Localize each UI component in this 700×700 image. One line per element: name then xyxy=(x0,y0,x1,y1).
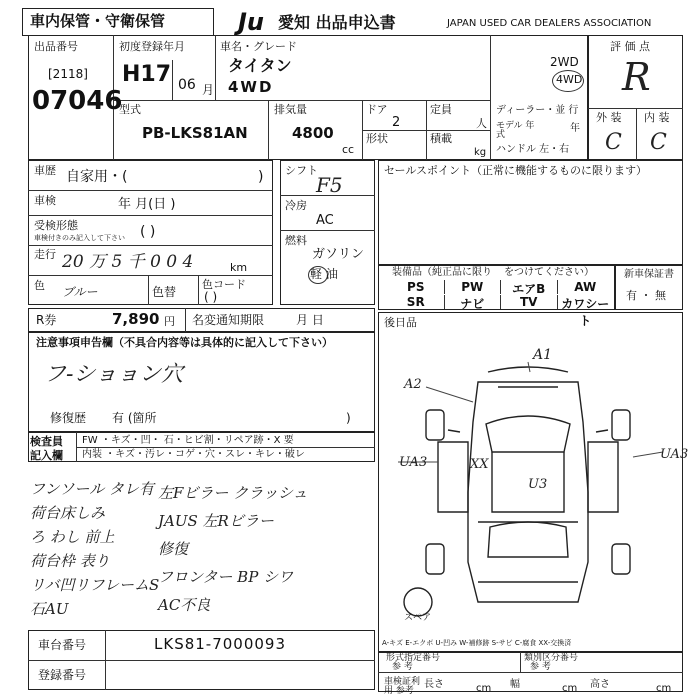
inspector-note-right-2: 修復 xyxy=(158,540,189,558)
notes-label: 注意事項申告欄（不具合内容等は具体的に記入して下さい） xyxy=(36,336,333,349)
registration-month-unit: 月 xyxy=(202,83,215,97)
acceptance-label: 受検形態 xyxy=(34,219,78,232)
fuel-value: ガソリン xyxy=(312,247,365,262)
mark-ua3-left: UA3 xyxy=(399,455,428,470)
shift-value: F5 xyxy=(316,173,343,197)
repair-label: 修復歴 xyxy=(50,411,87,425)
mark-u3: U3 xyxy=(528,477,548,492)
equipment-item-row2-3: カワシート xyxy=(561,297,610,328)
length-label: 長さ xyxy=(424,679,444,690)
color-value: ブルー xyxy=(62,285,98,299)
inspector-label-2: 記入欄 xyxy=(30,449,63,462)
auction-sheet: 車内保管・守衛保管 Ju 愛知 出品申込書 JAPAN USED CAR DEALERS ASSOCIATION 出品番号 [2118] 07046 初度登録年月 H17 06 月 車名・グレード タイタン 4WD 2WD 4WD 評 価 点 R 外 装 内 装 C C 型式 PB-LKS81AN 排気量 4800 cc ドア 2 定員 人 形状 積載 kg ディーラー・並 行 モデル 年式 年 ハンドル 左・右 車歴 自家用・( ) 車検 年 月(日 ) 受検形態 車検付きのみ記入して下さい ( ) 走行 20 万 5 千 0 0 4 km 色 ブルー 色替 色コード ( ) シフト F5 冷房 AC 燃料 ガソリン 軽 油 セールスポイント（正常に機能するものに限ります） 装備品（純正品に限り をつけてください） PS PW エアB AW SR ナビ TV カワシート 新車保証書 有 ・ 無 R券 7,890 円 名変通知期限 月 日 注意事項申告欄（不具合内容等は具体的に記入して下さい） フ-ショョン穴 修復歴 有 (箇所 ) 検査員 記入欄 FW ・キズ・凹・ 石・ヒビ割・リペア跡・X 要 内装 ・キズ・汚レ・コゲ・穴・スレ・キレ・破レ フンソール タレ有 荷台床しみ ろ わし 前上 荷台枠 表り リバ凹リフレームS 石AU 左Fビラー クラッシュ JAUS 左Rビラー 修復 フロンター BP シワ AC不良 車台番号 LKS81-7000093 登録番号 後日品 A1 A2 UA3 XX U3 UA3 スペア A-キズ E-エクボ U-凹み W-補修跡 S-サビ C-腐食 XX-交換済 形式指定番号 参 考 類別区分番号 参 考 車検証利用 参考 長さ cm 幅 cm 高さ cm xyxy=(0,0,700,700)
storage-label: 車内保管・守衛保管 xyxy=(30,12,166,30)
mileage-label: 走行 xyxy=(34,248,56,261)
mileage-value: 20 万 5 千 0 0 4 xyxy=(62,252,194,272)
mileage-unit: km xyxy=(230,261,248,274)
acceptance-sub: 車検付きのみ記入して下さい xyxy=(34,234,125,242)
color-code-label: 色コード xyxy=(202,278,246,291)
notes-handwritten: フ-ショョン穴 xyxy=(44,362,183,387)
inspector-note-left-1: 荷台床しみ xyxy=(30,504,106,522)
inspector-row-2: 内装 ・キズ・汚レ・コゲ・穴・スレ・キレ・破レ xyxy=(82,449,305,460)
sales-point-label: セールスポイント（正常に機能するものに限ります） xyxy=(384,164,648,177)
door-label: ドア xyxy=(366,103,388,116)
class-sub: 参 考 xyxy=(530,662,551,672)
damage-legend: A-キズ E-エクボ U-凹み W-補修跡 S-サビ C-腐食 XX-交換済 xyxy=(382,639,572,647)
door-value: 2 xyxy=(392,115,401,130)
interior-grade: C xyxy=(650,130,667,155)
color-label: 色 xyxy=(34,279,45,292)
new-warranty-value: 有 ・ 無 xyxy=(626,289,666,302)
drive-2wd: 2WD xyxy=(550,55,579,69)
recycle-unit: 円 xyxy=(164,315,175,328)
inspector-row-1: FW ・キズ・凹・ 石・ヒビ割・リペア跡・X 要 xyxy=(82,435,294,446)
inspection-label: 車検 xyxy=(34,194,56,207)
equipment-item-row1-2: エアB xyxy=(501,280,558,294)
repair-value: 有 (箇所 xyxy=(112,411,157,425)
class-label: 類別区分番号 xyxy=(524,653,579,663)
fuel-label: 燃料 xyxy=(285,234,307,247)
capacity-unit: 人 xyxy=(476,117,487,130)
inspector-note-left-3: 荷台枠 表り xyxy=(30,552,110,570)
history-value: 自家用・( xyxy=(66,169,128,185)
interior-label: 内 装 xyxy=(644,111,670,124)
color-code-paren: ( ) xyxy=(204,290,218,304)
capacity-label: 定員 xyxy=(430,103,452,116)
recycle-value: 7,890 xyxy=(112,310,160,328)
model-name: タイタン xyxy=(228,56,292,75)
equipment-item-row2-0: SR xyxy=(388,295,445,309)
form-cert-sub: 参 考 xyxy=(392,662,413,672)
model-grade: 4WD xyxy=(228,78,274,96)
equipment-item-row2-1: ナビ xyxy=(445,295,502,309)
mark-a1: A1 xyxy=(533,347,553,363)
rear-label: 後日品 xyxy=(384,316,417,329)
inspector-note-right-4: AC不良 xyxy=(158,596,211,614)
history-label: 車歴 xyxy=(34,164,56,177)
chassis-value: LKS81-7000093 xyxy=(154,635,287,653)
handle-label: ハンドル 左・右 xyxy=(496,144,570,155)
exterior-grade: C xyxy=(605,130,622,155)
inspector-note-right-1: JAUS 左Rビラー xyxy=(158,512,274,530)
chassis-label: 車台番号 xyxy=(38,638,87,652)
form-cert-label: 形式指定番号 xyxy=(386,653,441,663)
inspector-note-right-3: フロンター BP シワ xyxy=(158,568,294,586)
lot-label: 出品番号 xyxy=(34,40,78,53)
score-label: 評 価 点 xyxy=(610,40,650,53)
aircon-label: 冷房 xyxy=(285,199,307,212)
type-label: 型式 xyxy=(119,103,141,116)
equipment-item-row2-2: TV xyxy=(501,295,558,309)
inspection-value: 年 月(日 ) xyxy=(118,197,176,212)
dealer-label: ディーラー・並 行 xyxy=(496,105,579,116)
org-subtitle: JAPAN USED CAR DEALERS ASSOCIATION xyxy=(447,18,652,29)
new-warranty-label: 新車保証書 xyxy=(624,269,674,280)
equipment-item-row1-0: PS xyxy=(388,280,445,294)
registration-month: 06 xyxy=(178,77,196,93)
score-value: R xyxy=(622,55,651,99)
displacement-label: 排気量 xyxy=(274,103,307,116)
equipment-label: 装備品（純正品に限り xyxy=(392,267,492,278)
inspector-note-left-0: フンソール タレ有 xyxy=(30,480,154,498)
displacement-unit: cc xyxy=(342,143,355,156)
shape-label: 形状 xyxy=(366,132,388,145)
year-unit: 年 xyxy=(570,123,580,134)
fuel-diesel: 軽 油 xyxy=(310,267,338,281)
mark-ua3-right: UA3 xyxy=(660,447,689,462)
registration-label: 初度登録年月 xyxy=(119,40,185,53)
exterior-label: 外 装 xyxy=(596,111,622,124)
aircon-value: AC xyxy=(316,213,334,228)
inspector-note-left-4: リバ凹リフレームS xyxy=(30,576,160,594)
reg-number-label: 登録番号 xyxy=(38,668,87,682)
color-change-label: 色替 xyxy=(152,285,177,299)
ju-logo: Ju xyxy=(238,8,265,36)
lot-number: 07046 xyxy=(32,86,123,116)
model-label: 車名・グレード xyxy=(220,40,297,53)
equipment-row-1 xyxy=(388,280,613,294)
equipment-label-mark: をつけてください） xyxy=(504,267,594,278)
shift-label: シフト xyxy=(285,164,318,177)
lot-bracket: [2118] xyxy=(48,67,88,81)
notice-label: 名変通知期限 xyxy=(192,313,265,327)
recycle-label: R券 xyxy=(36,313,57,327)
height-label: 高さ xyxy=(590,679,610,690)
mark-a2: A2 xyxy=(404,377,422,392)
dims-prefix: 車検証利用 参考 xyxy=(384,677,421,696)
spare-label: スペア xyxy=(404,613,432,623)
acceptance-paren: ( ) xyxy=(140,224,156,240)
mark-xx: XX xyxy=(470,457,489,472)
load-label: 積載 xyxy=(430,132,452,145)
equipment-item-row1-3: AW xyxy=(574,280,597,294)
width-label: 幅 xyxy=(510,679,520,690)
inspector-label-1: 検査員 xyxy=(30,435,63,448)
registration-year: H17 xyxy=(122,62,172,87)
drive-4wd: 4WD xyxy=(556,73,583,86)
type-value: PB-LKS81AN xyxy=(142,124,248,142)
load-unit: kg xyxy=(474,147,487,158)
inspector-note-left-2: ろ わし 前上 xyxy=(30,528,115,546)
inspector-notes-right xyxy=(158,482,373,622)
inspector-note-left-5: 石AU xyxy=(30,600,69,618)
displacement-value: 4800 xyxy=(292,124,334,142)
notice-value: 月 日 xyxy=(296,313,324,327)
inspector-note-right-0: 左Fビラー クラッシュ xyxy=(158,484,308,502)
equipment-item-row1-1: PW xyxy=(445,280,502,294)
org-title: 愛知 出品申込書 xyxy=(278,13,396,32)
model-year-label: モデル 年式 xyxy=(496,121,535,140)
